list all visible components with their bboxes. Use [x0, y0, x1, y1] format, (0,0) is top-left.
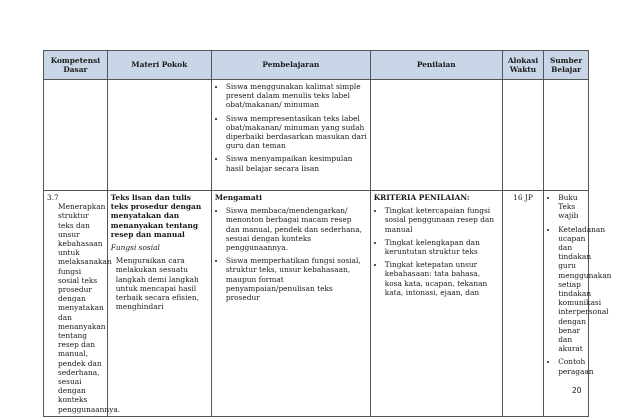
cell-sumber-belajar: [544, 191, 612, 417]
table-header-row: [44, 51, 589, 80]
materi-text: Menguraikan cara melakukan sesuatu langkah demi langkah untuk mencapai hasil terbaik secara efisien, menghindari: [115, 256, 199, 312]
cell-empty: [107, 80, 211, 191]
cell-alokasi-waktu: [502, 191, 543, 417]
header-kompetensi-dasar: Kompetensi Dasar: [44, 51, 108, 80]
cell-empty: [370, 80, 502, 191]
header-alokasi-waktu: Alokasi Waktu: [502, 51, 543, 80]
cell-pembelajaran-continued: [211, 80, 370, 191]
header-sumber-belajar: Sumber Belajar: [544, 51, 589, 80]
list-item: • Contoh peragaan: [558, 357, 585, 375]
page-number: 20: [572, 386, 582, 395]
cell-kompetensi-dasar: [44, 191, 121, 417]
kompetensi-text: 3.7 Menerapkan struktur teks dan unsur kebahasaan untuk melaksanakan fungsi sosial teks prosedur dengan menyatakan dan menanyakan tentang resep dan manual, pendek dan sederhana, sesuai dengan konteks penggunaannya.: [47, 193, 121, 414]
penilaian-title: KRITERIA PENILAIAN:: [373, 193, 470, 202]
cell-materi-pokok: [107, 191, 211, 417]
list-item: • Buku Teks wajib: [558, 193, 585, 221]
cell-penilaian: [370, 191, 502, 417]
alokasi-value: 16 JP: [513, 193, 533, 202]
cell-empty: [44, 80, 108, 191]
list-item: • Siswa memperhatikan fungsi sosial, struktur teks, unsur kebahasaan, maupun format penyampaian/penulisan teks prosedur: [226, 256, 367, 302]
cell-empty: [502, 80, 543, 191]
list-item: • Siswa mempresentasikan teks label obat/makanan/ minuman yang sudah diperbaiki berdasarkan masukan dari guru dan teman: [226, 114, 367, 151]
table-row-continued: [44, 80, 589, 191]
header-pembelajaran: Pembelajaran: [211, 51, 370, 80]
cell-pembelajaran: [211, 191, 370, 417]
list-item: • Tingkat kelengkapan dan keruntutan struktur teks: [385, 238, 499, 256]
list-item: • Siswa membaca/mendengarkan/ menonton berbagai macam resep dan manual, pendek dan sederhana, sesuai dengan konteks penggunaannya.: [226, 206, 367, 252]
list-item: • Siswa menggunakan kalimat simple present dalam menulis teks label obat/makanan/ minuman: [226, 82, 367, 110]
list-item: • Tingkat ketercapaian fungsi sosial penggunaan resep dan manual: [385, 206, 499, 234]
list-item: • Tingkat ketepatan unsur kebahasaan: tata bahasa, kosa kata, ucapan, tekanan kata, intonasi, ejaan, dan: [385, 260, 499, 297]
syllabus-table: [43, 50, 612, 417]
list-item: • Siswa menyampaikan kesimpulan hasil belajar secara lisan: [226, 154, 367, 172]
header-penilaian: Penilaian: [370, 51, 502, 80]
cell-empty: [544, 80, 589, 191]
materi-subheading: Fungsi sosial: [110, 243, 160, 253]
table-row-3-7: [44, 191, 589, 417]
header-materi-pokok: Materi Pokok: [107, 51, 211, 80]
pembelajaran-title: Mengamati: [214, 193, 262, 202]
list-item: • Keteladanan ucapan dan tindakan guru menggunakan setiap tindakan komunikasi interpersonal dengan benar dan akurat: [558, 225, 585, 354]
materi-title: Teks lisan dan tulis teks prosedur dengan menyatakan dan menanyakan tentang resep dan manual: [110, 193, 202, 239]
